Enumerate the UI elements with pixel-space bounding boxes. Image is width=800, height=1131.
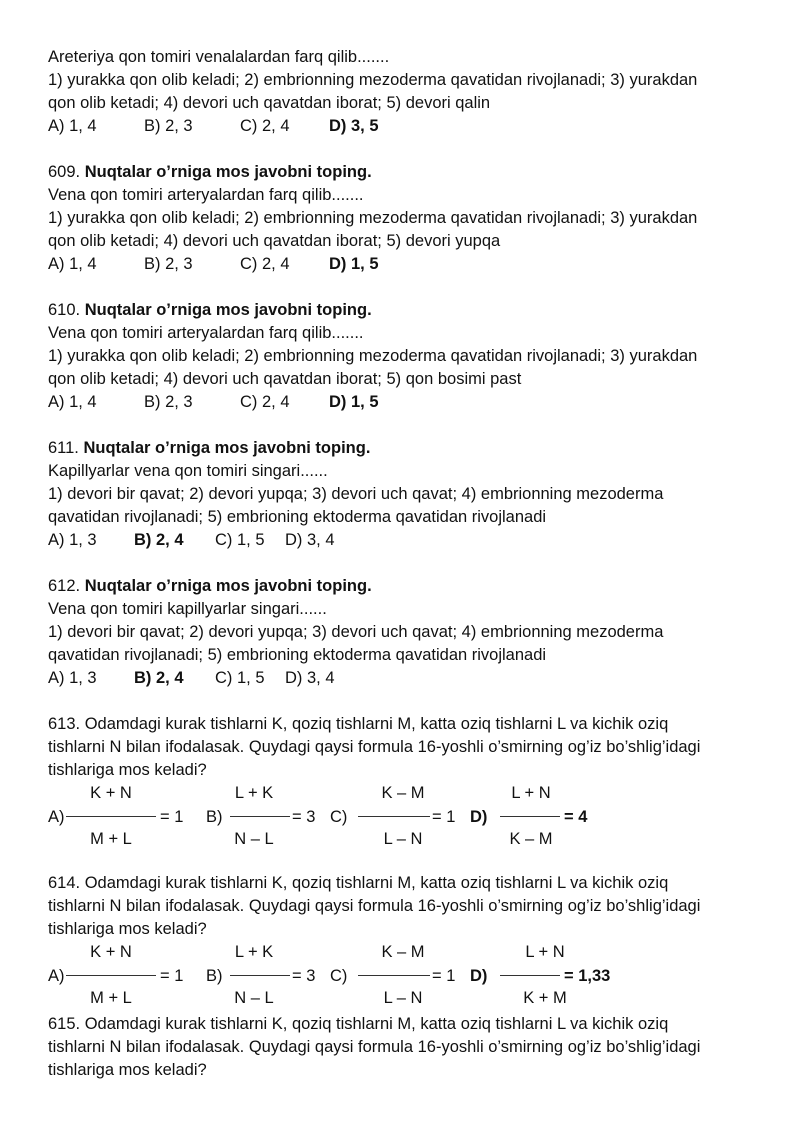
- option-d-correct: D) 1, 5: [329, 393, 379, 411]
- answer-options: [48, 253, 748, 276]
- option-b: B) 2, 3: [144, 393, 193, 411]
- numerator: L + N: [525, 943, 565, 961]
- question-items-line: qavatidan rivojlanadi; 5) embrioning ektoderma qavatidan rivojlanadi: [48, 508, 547, 526]
- question-number: 611.: [48, 439, 79, 457]
- option-c: C) 2, 4: [240, 117, 290, 135]
- option-a: A) 1, 3: [48, 669, 97, 687]
- option-b: B) 2, 3: [144, 117, 193, 135]
- result: = 1: [432, 808, 456, 826]
- result: = 3: [292, 808, 316, 826]
- option-d: D) 3, 4: [285, 531, 335, 549]
- option-a: A) 1, 4: [48, 393, 97, 411]
- option-b-correct: B) 2, 4: [134, 531, 184, 549]
- numerator: K – M: [381, 784, 425, 802]
- fraction-bar: [230, 975, 290, 976]
- result-correct: = 4: [564, 808, 588, 826]
- option-b: B) 2, 3: [144, 255, 193, 273]
- result: = 1: [160, 808, 184, 826]
- question-stem: Vena qon tomiri arteryalardan farq qilib.......: [48, 324, 364, 342]
- option-c: C) 2, 4: [240, 255, 290, 273]
- question-number: 612.: [48, 577, 81, 595]
- question-text-line: tishlariga mos keladi?: [48, 761, 207, 779]
- denominator: M + L: [90, 989, 132, 1007]
- question-items-line: 1) yurakka qon olib keladi; 2) embrionning mezoderma qavatidan rivojlanadi; 3) yurakdan: [48, 347, 698, 365]
- numerator: L + K: [234, 943, 274, 961]
- question-text-line: tishlarni N bilan ifodalasak. Quydagi qaysi formula 16-yoshli o’smirning og’iz bo’shlig’idagi: [48, 738, 701, 756]
- option-a: A) 1, 4: [48, 255, 97, 273]
- denominator: K – M: [509, 830, 553, 848]
- option-letter: D): [470, 808, 488, 826]
- question-items-line: qon olib ketadi; 4) devori uch qavatdan iborat; 5) devori qalin: [48, 94, 491, 112]
- option-letter: A): [48, 808, 65, 826]
- result-correct: = 1,33: [564, 967, 611, 985]
- question-items-line: 1) yurakka qon olib keladi; 2) embrionning mezoderma qavatidan rivojlanadi; 3) yurakdan: [48, 71, 698, 89]
- answer-options: [48, 391, 748, 414]
- numerator: L + K: [234, 784, 274, 802]
- answer-options: [48, 529, 748, 552]
- question-heading: [48, 161, 748, 184]
- fraction-bar: [500, 816, 560, 817]
- denominator: K + M: [523, 989, 567, 1007]
- denominator: N – L: [234, 989, 274, 1007]
- denominator: N – L: [234, 830, 274, 848]
- fraction-bar: [358, 975, 430, 976]
- question-items-line: qon olib ketadi; 4) devori uch qavatdan iborat; 5) devori yupqa: [48, 232, 501, 250]
- question-heading: [48, 437, 748, 460]
- option-c: C) 1, 5: [215, 531, 265, 549]
- answer-options: [48, 115, 748, 138]
- question-text-line: tishlariga mos keladi?: [48, 920, 207, 938]
- denominator: M + L: [90, 830, 132, 848]
- option-letter: A): [48, 967, 65, 985]
- fraction-bar: [500, 975, 560, 976]
- denominator: L – N: [383, 830, 423, 848]
- option-a: A) 1, 3: [48, 531, 97, 549]
- numerator: K + N: [90, 943, 132, 961]
- question-608: [48, 46, 748, 138]
- document-page: [48, 46, 748, 1082]
- result: = 3: [292, 967, 316, 985]
- numerator: K – M: [381, 943, 425, 961]
- option-d: D) 3, 4: [285, 669, 335, 687]
- option-b-correct: B) 2, 4: [134, 669, 184, 687]
- fraction-bar: [66, 816, 156, 817]
- question-611: [48, 437, 748, 552]
- question-title: Nuqtalar o’rniga mos javobni toping.: [84, 301, 372, 319]
- question-items-line: qon olib ketadi; 4) devori uch qavatdan iborat; 5) qon bosimi past: [48, 370, 522, 388]
- question-613: [48, 713, 748, 852]
- question-title: Nuqtalar o’rniga mos javobni toping.: [84, 577, 372, 595]
- option-d-correct: D) 3, 5: [329, 117, 379, 135]
- question-heading: [48, 299, 748, 322]
- option-letter: D): [470, 967, 488, 985]
- formula-options: [48, 941, 748, 1011]
- fraction-bar: [66, 975, 156, 976]
- question-text-line: tishlarni N bilan ifodalasak. Quydagi qaysi formula 16-yoshli o’smirning og’iz bo’shlig’idagi: [48, 897, 701, 915]
- question-612: [48, 575, 748, 690]
- option-letter: C): [330, 808, 348, 826]
- question-number: 610.: [48, 301, 81, 319]
- numerator: K + N: [90, 784, 132, 802]
- question-number: 609.: [48, 163, 81, 181]
- question-text-line: tishlarni N bilan ifodalasak. Quydagi qaysi formula 16-yoshli o’smirning og’iz bo’shlig’idagi: [48, 1038, 701, 1056]
- question-text-line: 615. Odamdagi kurak tishlarni K, qoziq tishlarni M, katta oziq tishlarni L va kichik oziq: [48, 1015, 669, 1033]
- option-c: C) 1, 5: [215, 669, 265, 687]
- result: = 1: [160, 967, 184, 985]
- option-letter: B): [206, 808, 223, 826]
- option-a: A) 1, 4: [48, 117, 97, 135]
- question-stem: Vena qon tomiri kapillyarlar singari......: [48, 600, 327, 618]
- question-stem: Vena qon tomiri arteryalardan farq qilib.......: [48, 186, 364, 204]
- question-text-line: 614. Odamdagi kurak tishlarni K, qoziq tishlarni M, katta oziq tishlarni L va kichik oziq: [48, 874, 669, 892]
- fraction-bar: [230, 816, 290, 817]
- question-items-line: 1) devori bir qavat; 2) devori yupqa; 3) devori uch qavat; 4) embrionning mezoderma: [48, 485, 664, 503]
- question-items-line: qavatidan rivojlanadi; 5) embrioning ektoderma qavatidan rivojlanadi: [48, 646, 547, 664]
- fraction-bar: [358, 816, 430, 817]
- question-609: [48, 161, 748, 276]
- question-stem: Areteriya qon tomiri venalalardan farq qilib.......: [48, 48, 390, 66]
- question-heading: [48, 575, 748, 598]
- formula-options: [48, 782, 748, 852]
- option-letter: C): [330, 967, 348, 985]
- question-610: [48, 299, 748, 414]
- answer-options: [48, 667, 748, 690]
- result: = 1: [432, 967, 456, 985]
- option-c: C) 2, 4: [240, 393, 290, 411]
- option-d-correct: D) 1, 5: [329, 255, 379, 273]
- numerator: L + N: [511, 784, 551, 802]
- question-items-line: 1) yurakka qon olib keladi; 2) embrionning mezoderma qavatidan rivojlanadi; 3) yurakdan: [48, 209, 698, 227]
- question-title: Nuqtalar o’rniga mos javobni toping.: [83, 439, 371, 457]
- question-614: [48, 872, 748, 1011]
- question-text-line: tishlariga mos keladi?: [48, 1061, 207, 1079]
- option-letter: B): [206, 967, 223, 985]
- question-title: Nuqtalar o’rniga mos javobni toping.: [84, 163, 372, 181]
- question-615: [48, 1013, 748, 1082]
- question-stem: Kapillyarlar vena qon tomiri singari......: [48, 462, 328, 480]
- question-text-line: 613. Odamdagi kurak tishlarni K, qoziq tishlarni M, katta oziq tishlarni L va kichik oziq: [48, 715, 669, 733]
- question-items-line: 1) devori bir qavat; 2) devori yupqa; 3) devori uch qavat; 4) embrionning mezoderma: [48, 623, 664, 641]
- denominator: L – N: [383, 989, 423, 1007]
